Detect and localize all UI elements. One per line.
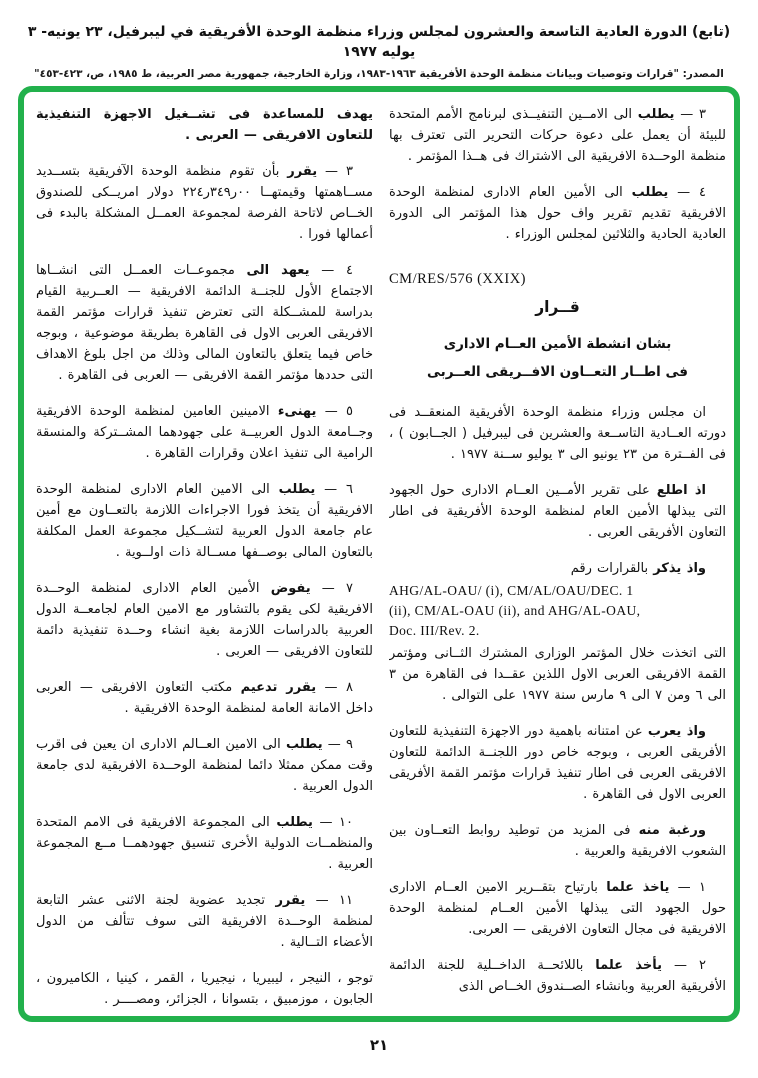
doc-paragraph (389, 104, 726, 167)
doc-paragraph (36, 578, 373, 662)
page-header (0, 0, 758, 80)
paragraph-text: الى الامين العــالم الادارى ان يعين فى اقرب وقت ممكن ممثلا دائما لمنظمة الوحــدة الافريقية لدى جامعة الدول العربية . (36, 737, 373, 794)
paragraph-text: عن امتنانه باهمية دور الاجهزة التنفيذية للتعاون الأفريقى العربى ، وبوجه خاص دور اللجنــة الدائمة للتعاون الافريقى العربى فى اطار تنفيذ قرارات مؤتمر القمة الأفريقى العربى الاول فى القاهرة . (389, 724, 726, 802)
doc-paragraph (36, 479, 373, 563)
paragraph-text: ان مجلس وزراء منظمة الوحدة الأفريقية المنعقــد فى دورته العــادية التاســعة والعشرين فى ليبرفيل ( الجــابون ) ، فى الفــترة من ٢٣ يونيو الى ٣ يوليو ســنة ١٩٧٧ . (389, 405, 726, 462)
doc-paragraph (36, 677, 373, 719)
paragraph-text: ٣ — (674, 107, 706, 122)
resolution-number: CM/RES/576 (XXIX) (389, 271, 526, 287)
column-left (36, 104, 373, 1008)
doc-paragraph (36, 161, 373, 245)
paragraph-text: ٦ — (315, 482, 353, 497)
column-right (389, 104, 726, 1008)
doc-paragraph (389, 955, 726, 997)
operative-word: يأخذ علما (595, 958, 663, 973)
operative-word: واذ يذكر (653, 561, 706, 576)
doc-paragraph (389, 480, 726, 543)
paragraph-text: ١ — (669, 880, 706, 895)
operative-word: يطلب (276, 815, 313, 830)
paragraph-text: ٢ — (662, 958, 706, 973)
operative-word: يطلب (631, 185, 669, 200)
operative-word: ورغبة منه (638, 823, 706, 838)
paragraph-text: تجديد عضوية لجنة الاثنى عشر التابعة لمنظمة الوحــدة الافريقية التى سوف تتألف من الدول الأعضاء التــالية . (36, 893, 373, 950)
doc-paragraph (36, 890, 373, 953)
paragraph-text: ٣ — (317, 164, 353, 179)
two-column-text (36, 104, 726, 1008)
paragraph-text: الى الامــين التنفيــذى لبرنامج الأمم المتحدة للبيئة أن يعمل على دعوة حركات التحرير التى تعترف بها منظمة الوحــدة الافريقية الى الاشتراك فى هــذا المؤتمر . (389, 107, 726, 164)
operative-word: يهدف للمساعدة فى تشــغيل الاجهزة التنفيذية للتعاون الافريقى — العربى . (36, 107, 373, 143)
paragraph-text: ٥ — (316, 404, 353, 419)
paragraph-text: على تقرير الأمــين العــام الادارى حول الجهود التى يبذلها الأمين العام لمنظمة الوحدة الأفريقية فى اطار التعاون الأفريقى العربى . (389, 483, 726, 540)
resolution-subtitle: بشان انشطة الأمين العــام الادارى (443, 336, 672, 352)
doc-paragraph (389, 643, 726, 706)
paragraph-text: باللائحــة الداخــلية للجنة الدائمة الأفريقية العربية وبانشاء الصــندوق الخــاص الذى (389, 958, 726, 994)
paragraph-text: الامينين العامين لمنظمة الوحدة الافريقية وجــامعة الدول العربيــة على جهودهما المشــتركة والمنسقة الرامية الى تنفيذ اعلان وقرارات القاهرة . (36, 404, 373, 461)
paragraph-text: ٨ — (316, 680, 354, 695)
page-number: ٢١ (369, 1036, 389, 1054)
paragraph-text: التى اتخذت خلال المؤتمر الوزارى المشترك الثــانى ومؤتمر القمة الافريقى العربى الاول اللذين عقــدا فى القاهرة من ٣ الى ٦ ومن ٧ الى ٩ مارس سنة ١٩٧٧ على التوالى . (389, 646, 726, 703)
operative-word: يطلب (278, 482, 316, 497)
operative-word: يقرر تدعيم (240, 680, 317, 695)
paragraph-text: الى المجموعة الافريقية فى الامم المتحدة والمنظمــات الدولية الأخرى تنسيق جهودهمــا مــع المجموعة العربية . (36, 815, 373, 872)
doc-paragraph (389, 721, 726, 805)
paragraph-text: ٩ — (322, 737, 353, 752)
operative-word: يهنىء (277, 404, 317, 419)
doc-paragraph (389, 182, 726, 245)
reference-line: Doc. III/Rev. 2. (389, 623, 480, 638)
operative-word: يقرر (287, 164, 318, 179)
reference-line: (ii), CM/AL-OAU (ii), and AHG/AL-OAU, (389, 603, 641, 618)
doc-paragraph (36, 401, 373, 464)
resolution-title: قــرار (535, 298, 580, 316)
green-frame (18, 86, 740, 1022)
operative-word: يفوض (270, 581, 311, 596)
resolution-subtitle: فى اطــار التعــاون الافــريقى العــربى (426, 364, 688, 380)
paragraph-text: الى الامين العام الادارى لمنظمة الوحدة الافريقية أن يتخذ فورا الاجراءات اللازمة بالتعــاون مع أمين عام جامعة الدول العربية لتشــكيل مجموعة العمل المكلفة بالتعاون المالى بوصــفها مســالة ذات اولــوية . (36, 482, 373, 560)
reference-line: AHG/AL-OAU/ (i), CM/AL/OAU/DEC. 1 (389, 583, 634, 598)
paragraph-text: الأمين العام الادارى لمنظمة الوحــدة الافريقية لكى يقوم بالتشاور مع الامين العام لجامعــة الدول العربية بالدراسات اللازمة بغية انشاء وحــدة تنفيذية دائمة للتعاون الافريقى — العربى . (36, 581, 373, 659)
paragraph-text: بارتياح بتقــرير الامين العــام الادارى حول الجهود التى يبذلها الأمين العــام لمنظمة الوحدة الافريقية فى مجال التعاون الافريقى — العربى. (389, 880, 726, 937)
operative-word: واذ يعرب (647, 724, 706, 739)
doc-paragraph (389, 558, 726, 579)
doc-paragraph (36, 812, 373, 875)
paragraph-text: ٧ — (310, 581, 353, 596)
doc-paragraph (389, 820, 726, 862)
paragraph-text: مكتب التعاون الافريقى — العربى داخل الامانة العامة لمنظمة الوحدة الافريقية . (36, 680, 373, 716)
paragraph-text: ١٠ — (312, 815, 354, 830)
resolution-references (389, 581, 726, 641)
operative-word: اذ اطلع (656, 483, 706, 498)
paragraph-text: ١١ — (305, 893, 353, 908)
paragraph-text: ٤ — (668, 185, 706, 200)
operative-word: يطلب (637, 107, 675, 122)
operative-word: يعهد الى (246, 263, 310, 278)
paragraph-text: الى الأمين العام الادارى لمنظمة الوحدة الافريقية تقديم تقرير واف حول هذا المؤتمر الى الدورة العادية الحادية والثلاثين لمجلس الوزراء . (389, 185, 726, 242)
doc-paragraph (36, 968, 373, 1008)
doc-paragraph (36, 260, 373, 386)
paragraph-text: ٤ — (309, 263, 353, 278)
doc-paragraph (36, 734, 373, 797)
operative-word: ياخذ علما (606, 880, 670, 895)
paragraph-text: بالقرارات رقم (570, 561, 654, 576)
paragraph-text: بأن تقوم منظمة الوحدة الآفريقية بتســديد مســاهمتها وقيمتهــا ٠٠ر٣٤٩ر٢٢٤ دولار امريــكى للصندوق الخــاص لاتاحة الفرصة لمجموعة العمــل المشكلة بالبدء فى أعمالها فورا . (36, 164, 373, 242)
paragraph-text: فى المزيد من توطيد روابط التعــاون بين الشعوب الافريقية والعربية . (389, 823, 726, 859)
operative-word: يقرر (275, 893, 306, 908)
session-caption: (تابع) الدورة العادية التاسعة والعشرون لمجلس وزراء منظمة الوحدة الأفريقية في ليبرفيل، ٢٣ يونيه- ٣ يوليه ١٩٧٧ (27, 24, 731, 60)
doc-paragraph (389, 877, 726, 940)
paragraph-text: توجو ، النيجر ، ليبيريا ، نيجيريا ، القمر ، كينيا ، الكاميرون ، الجابون ، موزمبيق ، بتسوانا ، الجزائر، ومصــــر . (36, 971, 373, 1007)
doc-paragraph (36, 104, 373, 146)
doc-paragraph (389, 402, 726, 465)
source-citation: المصدر: "قرارات وتوصيات وبيانات منظمة الوحدة الأفريقية ١٩٦٣-١٩٨٣، وزارة الخارجية، جمهورية مصر العربية، ط ١٩٨٥، ص، ٤٢٣-٤٥٣" (34, 68, 724, 80)
paragraph-text: مجموعــات العمــل التى انشــاها الاجتماع الأول للجنــة الدائمة الافريقية — العــربية القيام بدراسة للمشــكلة التى تعترض تنفيذ قرارات مؤتمر القمة الافريقى العربى الاول فى القاهرة بطريقة موضوعية ، وبوجه خاص فيما يتعلق بالتعاون المالى وذلك من اجل بلوغ الاهداف التى حددها مؤتمر القمة الافريقى — العربى فى القاهرة . (36, 263, 373, 383)
operative-word: يطلب (285, 737, 323, 752)
